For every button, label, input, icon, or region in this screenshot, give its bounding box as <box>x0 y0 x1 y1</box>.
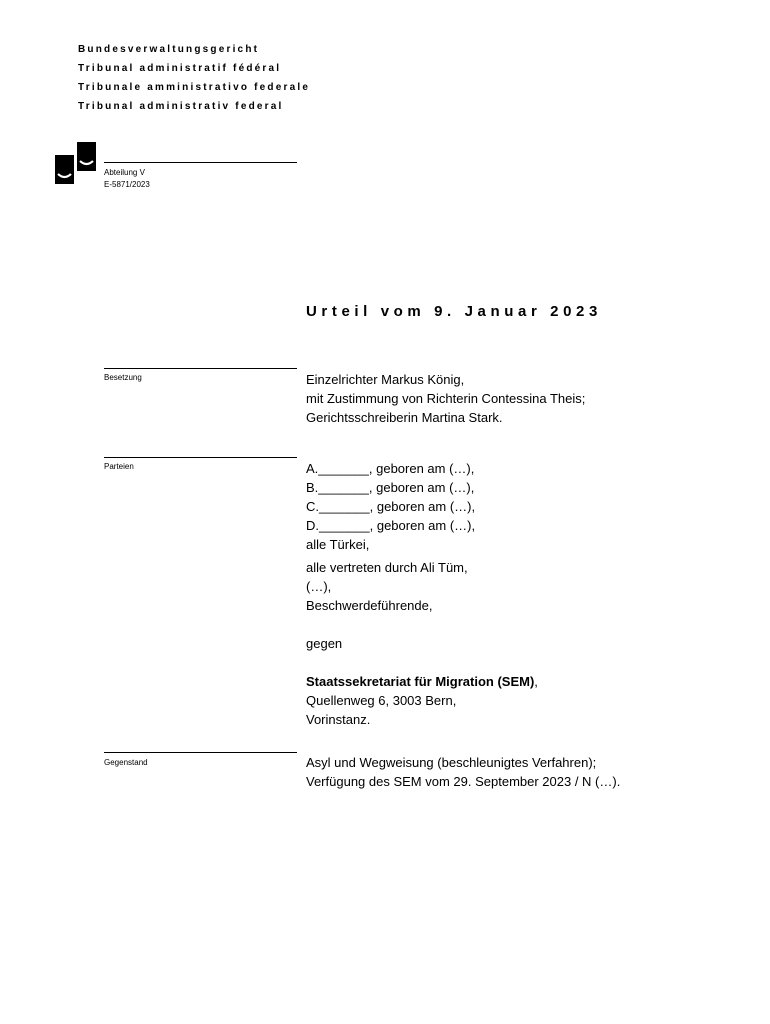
gegenstand-label: Gegenstand <box>104 758 148 767</box>
representative-line: alle vertreten durch Ali Tüm, <box>306 560 468 575</box>
gegenstand-text <box>306 753 620 791</box>
court-logo-icon <box>55 142 97 186</box>
court-name-fr: Tribunal administratif fédéral <box>78 63 282 74</box>
respondent-name: Staatssekretariat für Migration (SEM) <box>306 674 535 689</box>
judge-line: Einzelrichter Markus König, <box>306 372 465 387</box>
document-title: Urteil vom 9. Januar 2023 <box>306 303 602 320</box>
besetzung-label: Besetzung <box>104 373 142 382</box>
representative-address: (…), <box>306 579 332 594</box>
gegenstand-rule <box>104 752 297 753</box>
against-word: gegen <box>306 636 343 651</box>
court-name-de: Bundesverwaltungsgericht <box>78 44 260 55</box>
respondent-address: Quellenweg 6, 3003 Bern, <box>306 693 457 708</box>
parteien-label: Parteien <box>104 462 134 471</box>
respondent-suffix: , <box>534 674 538 689</box>
court-name-rm: Tribunal administrativ federal <box>78 101 284 112</box>
consent-line: mit Zustimmung von Richterin Contessina Theis; <box>306 391 586 406</box>
respondent-role: Vorinstanz. <box>306 712 371 727</box>
subject-line-2: Verfügung des SEM vom 29. September 2023 / N (…). <box>306 774 621 789</box>
besetzung-rule <box>104 368 297 369</box>
party-a: A._______, geboren am (…), <box>306 461 475 476</box>
party-b: B._______, geboren am (…), <box>306 480 475 495</box>
clerk-line: Gerichtsschreiberin Martina Stark. <box>306 410 503 425</box>
court-names <box>78 40 310 116</box>
subject-line-1: Asyl und Wegweisung (beschleunigtes Verfahren); <box>306 755 597 770</box>
court-name-it: Tribunale amministrativo federale <box>78 82 311 93</box>
party-d: D._______, geboren am (…), <box>306 518 476 533</box>
parteien-rule <box>104 457 297 458</box>
party-c: C._______, geboren am (…), <box>306 499 476 514</box>
header-rule <box>104 162 297 163</box>
respondent-line <box>306 672 538 691</box>
case-number: E-5871/2023 <box>104 180 150 189</box>
parteien-text <box>306 459 538 729</box>
besetzung-text <box>306 370 585 427</box>
parties-nationality: alle Türkei, <box>306 537 370 552</box>
department: Abteilung V <box>104 168 145 177</box>
complainants-role: Beschwerdeführende, <box>306 598 433 613</box>
